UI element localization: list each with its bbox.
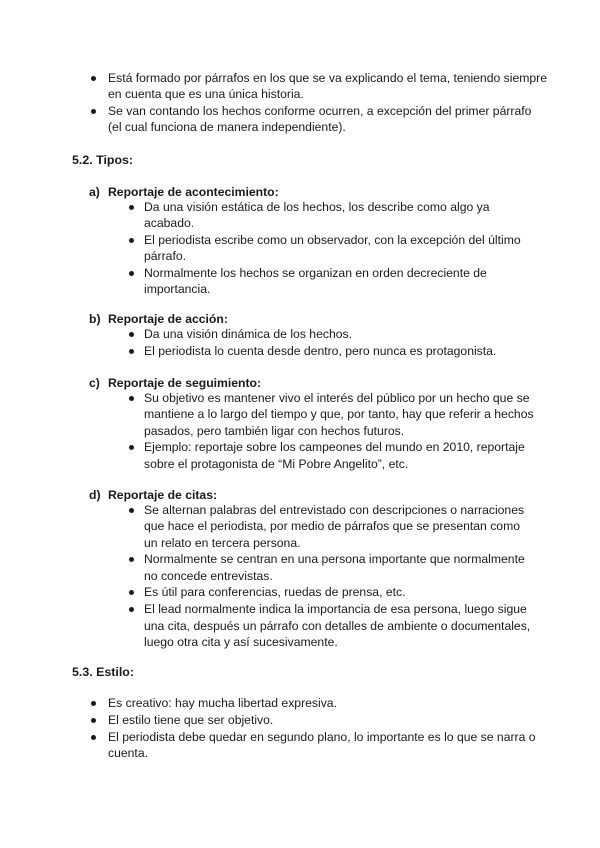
list-item: Es útil para conferencias, ruedas de prensa, etc. [144,584,536,600]
subsection-heading-d [89,487,217,503]
subsection-title: Reportaje de acción: [108,312,228,326]
subsection-title: Reportaje de seguimiento: [108,376,262,390]
list-item: Da una visión dinámica de los hechos. [144,326,536,342]
list-item: Está formado por párrafos en los que se va explicando el tema, teniendo siempre en cuenta que es una única historia. [108,71,547,102]
list-item: Se alternan palabras del entrevistado con descripciones o narraciones que hace el periodista, por medio de párrafos que se presentan como un relato en tercera persona. [144,502,536,551]
list-item: Da una visión estática de los hechos, los describe como algo ya acabado. [144,199,536,232]
subsection-marker: a) [89,185,100,199]
subsection-c-bullet-list [144,390,536,472]
subsection-heading-a [89,184,279,200]
estilo-bullet-list [108,695,548,761]
subsection-marker: c) [89,376,100,390]
list-item: Su objetivo es mantener vivo el interés del público por un hecho que se mantiene a lo largo del tiempo y que, por tanto, hay que referir a hechos pasados, pero también ligar con hechos futuros. [144,390,536,439]
subsection-marker: b) [89,312,101,326]
list-item: Normalmente los hechos se organizan en orden decreciente de importancia. [144,265,536,298]
list-item: El periodista lo cuenta desde dentro, pero nunca es protagonista. [144,343,536,359]
intro-bullet-list [108,70,548,136]
list-item: Ejemplo: reportaje sobre los campeones del mundo en 2010, reportaje sobre el protagonista de “Mi Pobre Angelito”, etc. [144,439,536,472]
list-item: El periodista escribe como un observador, con la excepción del último párrafo. [144,232,536,265]
subsection-heading-b [89,311,228,327]
section-heading-estilo: 5.3. Estilo: [72,665,134,679]
list-item: Se van contando los hechos conforme ocurren, a excepción del primer párrafo (el cual funciona de manera independiente). [108,103,548,136]
list-item: Es creativo: hay mucha libertad expresiva. [108,695,548,711]
list-item: El periodista debe quedar en segundo plano, lo importante es lo que se narra o cuenta. [108,729,548,762]
subsection-a-bullet-list [144,199,536,298]
list-item: Normalmente se centran en una persona importante que normalmente no concede entrevistas. [144,551,536,584]
list-item: El lead normalmente indica la importancia de esa persona, luego sigue una cita, después un párrafo con detalles de ambiente o documentales, luego otra cita y así sucesivamente. [144,601,536,650]
subsection-title: Reportaje de citas: [108,488,218,502]
subsection-b-bullet-list [144,326,536,359]
section-heading-tipos: 5.2. Tipos: [72,153,134,167]
subsection-heading-c [89,375,261,391]
subsection-title: Reportaje de acontecimiento: [108,185,279,199]
subsection-d-bullet-list [144,502,536,650]
list-item: El estilo tiene que ser objetivo. [108,712,548,728]
subsection-marker: d) [89,488,101,502]
